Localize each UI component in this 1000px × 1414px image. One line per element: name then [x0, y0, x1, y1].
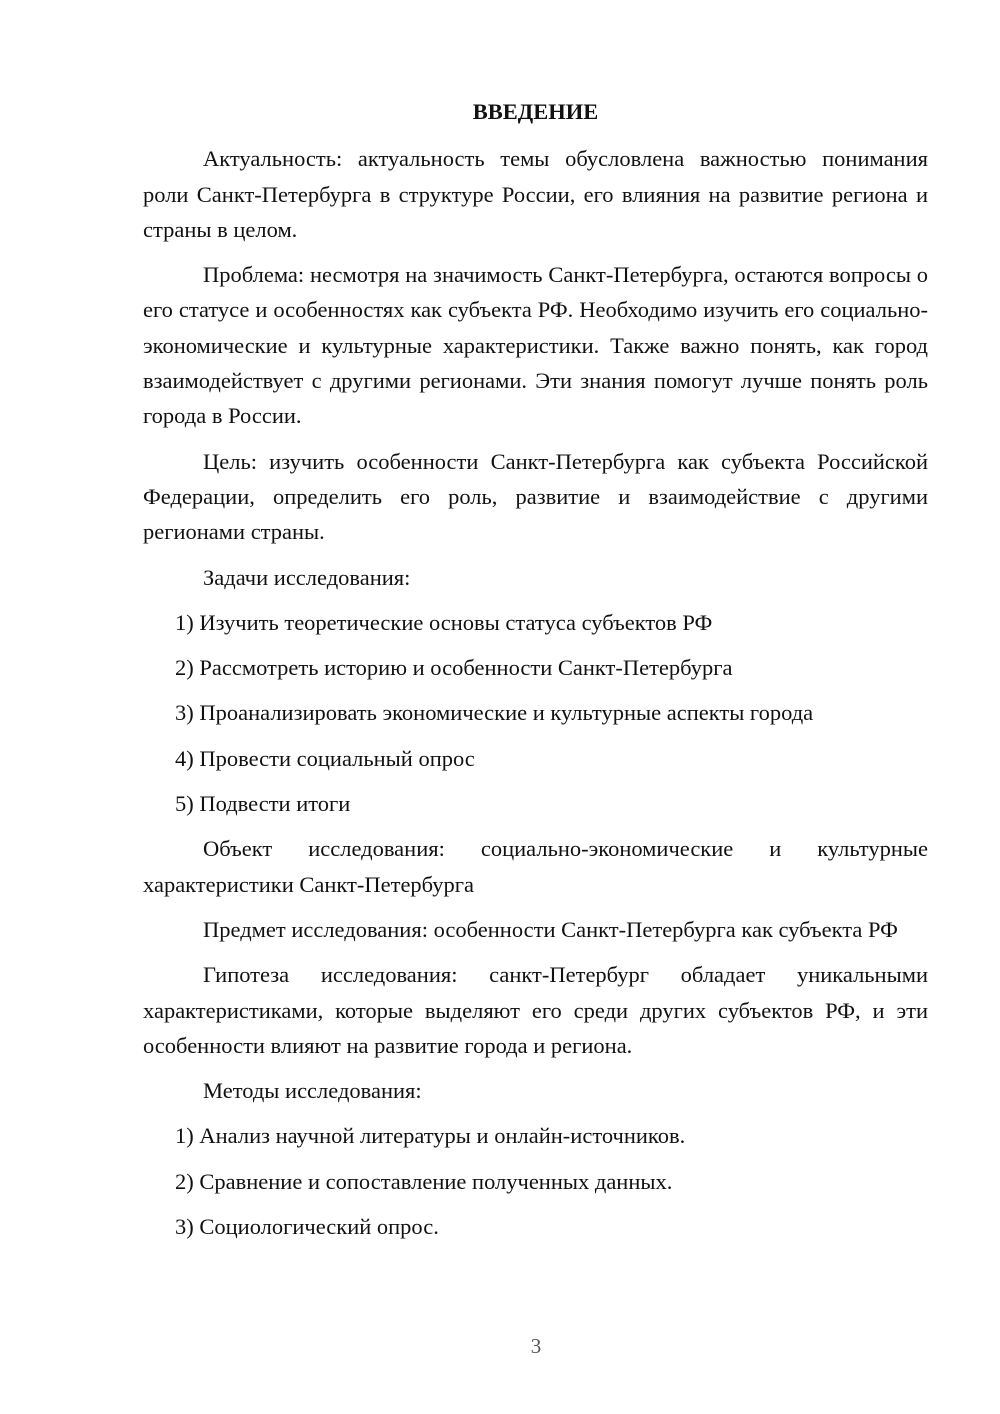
method-item: 2) Сравнение и сопоставление полученных данных. — [175, 1168, 673, 1194]
subject-paragraph: Предмет исследования: особенности Санкт-Петербурга как субъекта РФ — [203, 916, 898, 942]
method-item: 3) Социологический опрос. — [175, 1214, 439, 1240]
problem-paragraph: Проблема: несмотря на значимость Санкт-Петербурга, остаются вопросы о его статусе и особенностях как субъекта РФ. Необходимо изучить его социально-экономические и культурные характеристики. Также важно понять, как город взаимодействует с другими регионами. Эти знания помогут лучше понять роль города в России. — [143, 262, 928, 429]
hypothesis-paragraph: Гипотеза исследования: санкт-Петербург обладает уникальными характеристиками, которые выделяют его среди других субъектов РФ, и эти особенности влияют на развитие города и региона. — [143, 962, 928, 1058]
page-content — [143, 94, 928, 1254]
method-item: 1) Анализ научной литературы и онлайн-источников. — [175, 1123, 686, 1149]
goal-paragraph: Цель: изучить особенности Санкт-Петербурга как субъекта Российской Федерации, определить его роль, развитие и взаимодействие с другими регионами страны. — [143, 448, 928, 545]
object-paragraph: Объект исследования: социально-экономические и культурные характеристики Санкт-Петербурга — [143, 836, 928, 897]
section-title: ВВЕДЕНИЕ — [472, 99, 599, 124]
task-item: 1) Изучить теоретические основы статуса субъектов РФ — [175, 609, 713, 635]
relevance-paragraph: Актуальность: актуальность темы обусловлена важностью понимания роли Санкт-Петербурга в структуре России, его влияния на развитие региона и страны в целом. — [143, 146, 928, 242]
page-number: 3 — [530, 1334, 542, 1358]
task-item: 5) Подвести итоги — [175, 791, 351, 817]
tasks-heading: Задачи исследования: — [203, 564, 411, 590]
methods-heading: Методы исследования: — [203, 1078, 422, 1104]
task-item: 2) Рассмотреть историю и особенности Санкт-Петербурга — [175, 655, 733, 681]
task-item: 3) Проанализировать экономические и культурные аспекты города — [175, 700, 814, 726]
task-item: 4) Провести социальный опрос — [175, 745, 475, 771]
